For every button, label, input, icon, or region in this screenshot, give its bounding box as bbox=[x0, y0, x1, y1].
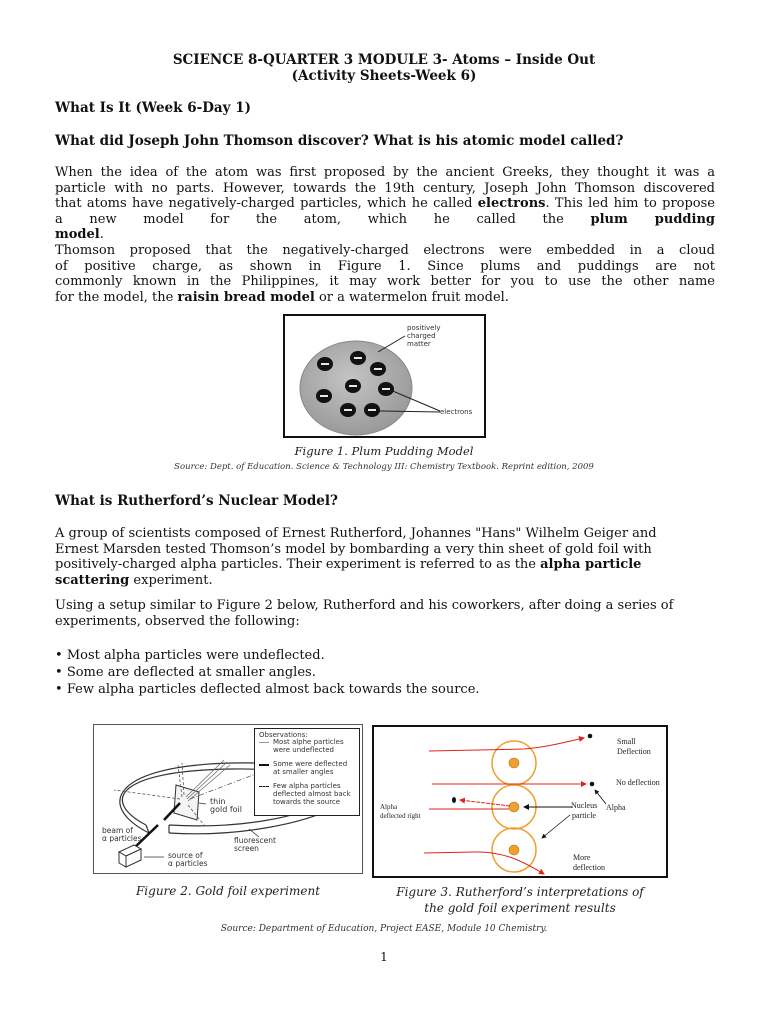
document-title bbox=[0, 52, 768, 84]
text-line: experiments, observed the following: bbox=[55, 613, 300, 629]
title-line-2: (Activity Sheets-Week 6) bbox=[291, 68, 477, 84]
term-plum-pudding-model: plum pudding model bbox=[55, 211, 715, 242]
term-scattering: scattering bbox=[55, 572, 130, 588]
label-small-deflection: Small Deflection bbox=[617, 737, 651, 756]
plum-pudding-diagram bbox=[285, 316, 484, 436]
figure1-source: Source: Dept. of Education. Science & Technology III: Chemistry Textbook. Reprint edition, 2009 bbox=[174, 462, 594, 472]
text-line: Ernest Marsden tested Thomson’s model by bombarding a very thin sheet of gold foil with bbox=[55, 541, 652, 557]
legend-title: Observations: bbox=[259, 731, 308, 739]
figure1-caption: Figure 1. Plum Pudding Model bbox=[294, 444, 474, 458]
section-heading-what-is-it: What Is It (Week 6-Day 1) bbox=[55, 100, 251, 116]
text-line: for the model, the raisin bread model or a watermelon fruit model. bbox=[55, 289, 509, 305]
legend-line-dashed bbox=[259, 786, 269, 787]
figure-gold-foil-experiment bbox=[93, 724, 363, 874]
text-line: When the idea of the atom was first proposed by the ancient Greeks, they thought it was a bbox=[55, 165, 715, 180]
text-line: of positive charge, as shown in Figure 1. Since plums and puddings are not bbox=[55, 258, 715, 274]
text-line: that atoms have negatively-charged particles, which he called electrons. This led him to propose bbox=[55, 196, 716, 211]
text-line: particle with no parts. However, towards the 19th century, Joseph John Thomson discovered bbox=[55, 180, 715, 196]
term-raisin-bread-model: raisin bread model bbox=[177, 289, 315, 305]
label-thin-gold-foil: thin gold foil bbox=[210, 797, 242, 814]
question-thomson: What did Joseph John Thomson discover? What is his atomic model called? bbox=[55, 133, 624, 149]
figure-plum-pudding-model bbox=[283, 314, 486, 438]
label-source: source of α particles bbox=[168, 851, 208, 868]
label-particle: particle bbox=[572, 811, 596, 820]
figure2-caption: Figure 2. Gold foil experiment bbox=[135, 884, 321, 898]
paragraph-thomson-discovery bbox=[55, 165, 715, 243]
term-alpha-particle: alpha particle bbox=[540, 557, 642, 572]
paragraph-rutherford-experiment bbox=[55, 526, 715, 588]
title-line-1: SCIENCE 8-QUARTER 3 MODULE 3- Atoms – Inside Out bbox=[172, 52, 596, 68]
text-line: Thomson proposed that the negatively-charged electrons were embedded in a cloud bbox=[55, 243, 715, 258]
label-alpha: Alpha bbox=[606, 803, 626, 812]
label-fluorescent-screen: fluorescent screen bbox=[234, 836, 276, 853]
label-alpha-deflected-right: Alpha deflected right bbox=[380, 803, 421, 820]
list-item: • Few alpha particles deflected almost back towards the source. bbox=[55, 682, 480, 697]
label-more-deflection: More deflection bbox=[573, 853, 605, 872]
legend-back-deflected: Few alpha particles deflected almost back towards the source bbox=[273, 782, 351, 806]
observations-list bbox=[55, 647, 480, 698]
text-line: positively-charged alpha particles. Their experiment is referred to as the alpha particle bbox=[55, 557, 642, 572]
legend-line-solid-thick bbox=[259, 764, 269, 766]
legend-line-solid-thin bbox=[259, 742, 269, 743]
text-line: Using a setup similar to Figure 2 below, Rutherford and his coworkers, after doing a series of bbox=[55, 598, 674, 613]
label-nucleus: Nucleus bbox=[571, 801, 598, 810]
paragraph-thomson-model bbox=[55, 243, 715, 305]
caption-line: Figure 3. Rutherford’s interpretations of bbox=[396, 885, 644, 899]
label-positively-charged-matter: positively charged matter bbox=[407, 324, 441, 348]
figure-rutherford-interpretation bbox=[372, 725, 668, 878]
page-number: 1 bbox=[380, 950, 388, 964]
list-item: • Most alpha particles were undeflected. bbox=[55, 648, 325, 663]
label-no-deflection: No deflection bbox=[616, 778, 660, 787]
text-line: scattering experiment. bbox=[55, 572, 213, 588]
paragraph-observations-intro bbox=[55, 598, 715, 629]
legend-small-angle: Some were deflected at smaller angles bbox=[273, 760, 348, 776]
figures-source: Source: Department of Education, Project EASE, Module 10 Chemistry. bbox=[220, 924, 548, 934]
caption-line: the gold foil experiment results bbox=[424, 901, 616, 915]
section-heading-rutherford: What is Rutherford’s Nuclear Model? bbox=[55, 493, 338, 509]
figure3-caption bbox=[372, 884, 668, 916]
text-line: commonly known in the Philippines, it may work better for you to use the other name bbox=[55, 274, 715, 289]
legend-undeflected: Most alphe particles were undeflected bbox=[273, 738, 344, 754]
text-line: A group of scientists composed of Ernest Rutherford, Johannes "Hans" Wilhelm Geiger and bbox=[55, 526, 657, 541]
observations-legend bbox=[254, 728, 360, 816]
text-line: a new model for the atom, which he called the plum pudding model. bbox=[55, 211, 715, 242]
label-electrons: electrons bbox=[440, 408, 473, 416]
label-beam: beam of α particles bbox=[102, 826, 142, 843]
list-item: • Some are deflected at smaller angles. bbox=[55, 665, 316, 680]
term-electrons: electrons bbox=[477, 196, 546, 211]
